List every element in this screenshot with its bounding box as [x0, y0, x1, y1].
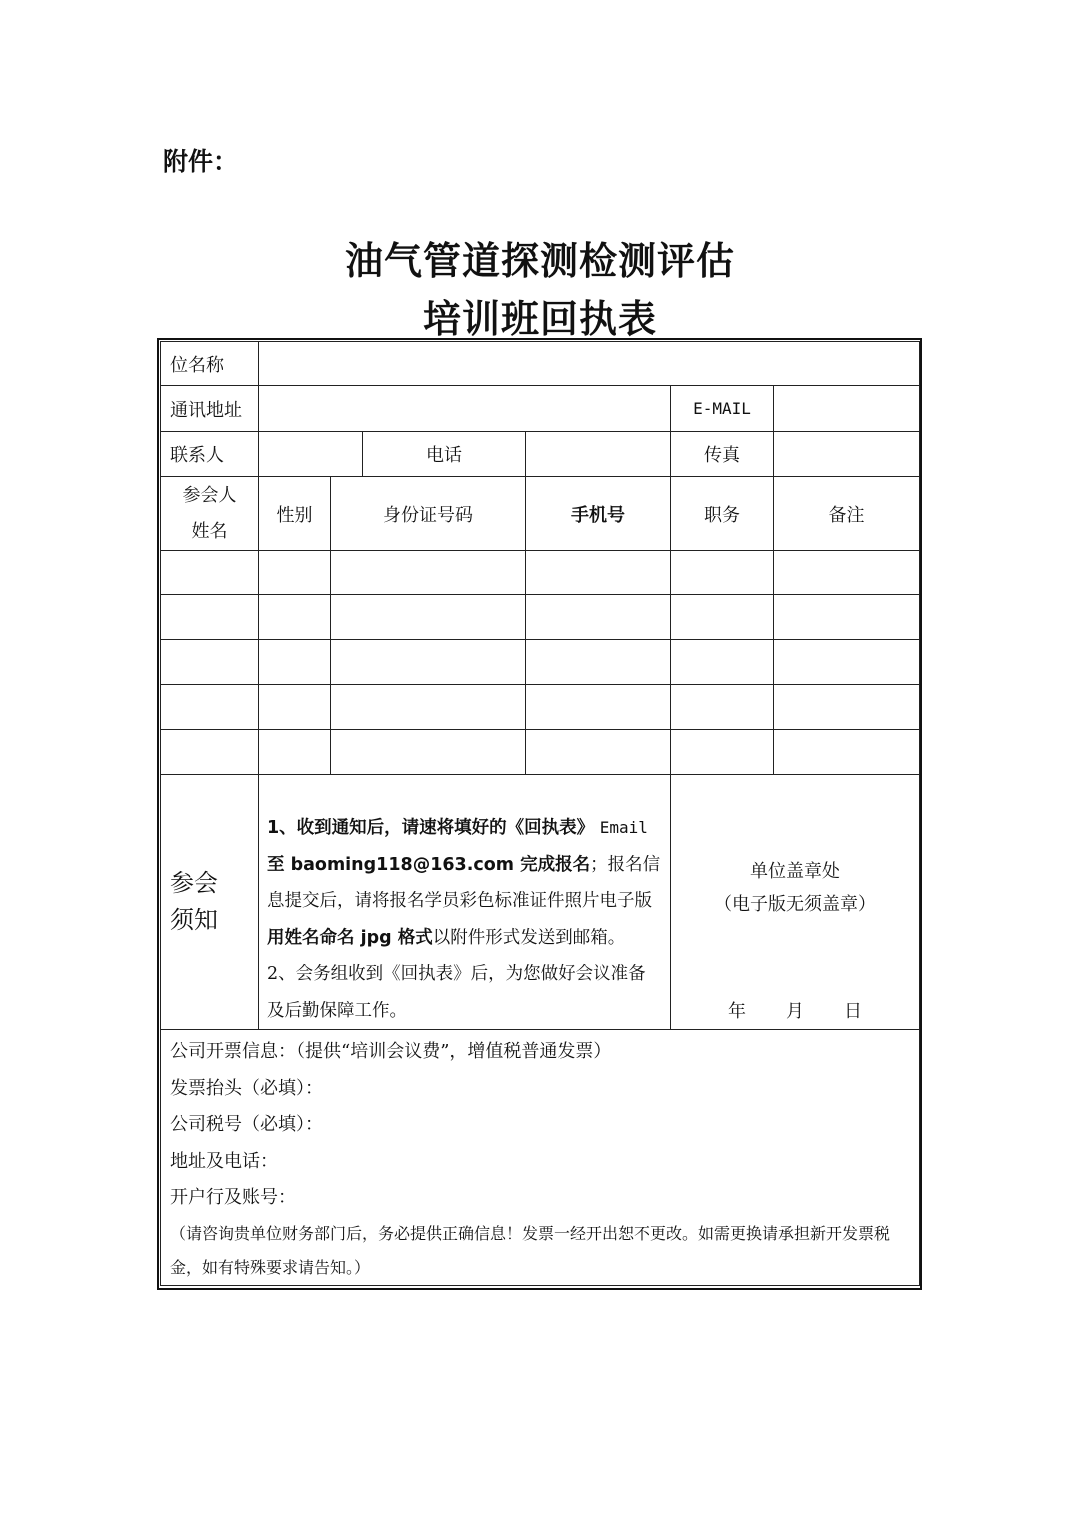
unit-name-label: 位名称 — [161, 342, 259, 386]
gender-cell[interactable] — [259, 685, 331, 730]
invoice-tax-field[interactable]: 公司税号（必填）： — [170, 1114, 323, 1135]
notice-bold-b: 至 baoming118@163.com 完成报名 — [267, 854, 591, 875]
id-number-cell[interactable] — [331, 685, 526, 730]
day-label: 日 — [844, 1001, 863, 1022]
mobile-cell[interactable] — [526, 640, 671, 685]
position-cell[interactable] — [671, 730, 774, 775]
notice-bold-c: 用姓名命名 jpg 格式 — [267, 927, 433, 948]
participant-name-cell[interactable] — [161, 730, 259, 775]
participant-row — [161, 640, 920, 685]
participant-name-cell[interactable] — [161, 640, 259, 685]
participant-name-cell[interactable] — [161, 685, 259, 730]
position-cell[interactable] — [671, 595, 774, 640]
mobile-cell[interactable] — [526, 685, 671, 730]
id-number-cell[interactable] — [331, 640, 526, 685]
fax-field[interactable] — [774, 432, 920, 477]
fax-label: 传真 — [671, 432, 774, 477]
notice-normal: ；报名信息提交后，请将报名学员彩色标准证件照片电子版 — [267, 854, 661, 911]
email-field[interactable] — [774, 386, 920, 432]
gender-cell[interactable] — [259, 551, 331, 595]
year-label: 年 — [728, 1001, 747, 1022]
stamp-line1: 单位盖章处 — [750, 861, 841, 882]
participant-name-cell[interactable] — [161, 551, 259, 595]
participant-name-cell[interactable] — [161, 595, 259, 640]
id-number-cell[interactable] — [331, 730, 526, 775]
remarks-cell[interactable] — [774, 551, 920, 595]
remarks-header: 备注 — [774, 477, 920, 551]
phone-label: 电话 — [363, 432, 526, 477]
stamp-area — [671, 775, 920, 1030]
remarks-cell[interactable] — [774, 730, 920, 775]
date-line — [671, 997, 919, 1027]
position-cell[interactable] — [671, 685, 774, 730]
notice-email-word: Email — [599, 818, 648, 837]
notice-label — [161, 775, 259, 1030]
remarks-cell[interactable] — [774, 685, 920, 730]
mobile-cell[interactable] — [526, 551, 671, 595]
notice-item-1 — [267, 810, 662, 956]
gender-cell[interactable] — [259, 640, 331, 685]
notice-end: 以附件形式发送到邮箱。 — [432, 927, 626, 948]
remarks-cell[interactable] — [774, 595, 920, 640]
position-header: 职务 — [671, 477, 774, 551]
position-cell[interactable] — [671, 640, 774, 685]
contact-field[interactable] — [259, 432, 363, 477]
address-label: 通讯地址 — [161, 386, 259, 432]
participant-name-header — [161, 477, 259, 551]
notice-item-2: 2、会务组收到《回执表》后，为您做好会议准备及后勤保障工作。 — [267, 964, 646, 1021]
gender-header: 性别 — [259, 477, 331, 551]
participant-row — [161, 730, 920, 775]
registration-form-table — [160, 341, 920, 1286]
form-title-line2: 培训班回执表 — [422, 297, 657, 341]
phone-field[interactable] — [526, 432, 671, 477]
invoice-bank-field[interactable]: 开户行及账号： — [170, 1187, 296, 1208]
mobile-cell[interactable] — [526, 595, 671, 640]
gender-cell[interactable] — [259, 595, 331, 640]
stamp-line2: （电子版无须盖章） — [714, 894, 877, 915]
notice-label-line1: 参会 — [170, 869, 218, 897]
notice-text — [259, 775, 671, 1030]
notice-bold-a: 1、收到通知后，请速将填好的《回执表》 — [267, 818, 595, 838]
invoice-address-field[interactable]: 地址及电话： — [170, 1150, 278, 1172]
id-number-header: 身份证号码 — [331, 477, 526, 551]
gender-cell[interactable] — [259, 730, 331, 775]
id-number-cell[interactable] — [331, 551, 526, 595]
mobile-cell[interactable] — [526, 730, 671, 775]
participant-row — [161, 685, 920, 730]
invoice-heading: 公司开票信息：（提供“培训会议费”，增值税普通发票） — [170, 1041, 612, 1062]
contact-label: 联系人 — [161, 432, 259, 477]
remarks-cell[interactable] — [774, 640, 920, 685]
participant-row — [161, 595, 920, 640]
participant-name-header-line2: 姓名 — [191, 520, 228, 542]
month-label: 月 — [786, 1001, 805, 1022]
id-number-cell[interactable] — [331, 595, 526, 640]
invoice-title-field[interactable]: 发票抬头（必填）： — [170, 1077, 323, 1099]
form-title-line1: 油气管道探测检测评估 — [344, 239, 735, 283]
unit-name-field[interactable] — [259, 342, 920, 386]
mobile-header: 手机号 — [526, 477, 671, 551]
participant-name-header-line1: 参会人 — [182, 484, 237, 506]
address-field[interactable] — [259, 386, 671, 432]
invoice-note: （请咨询贵单位财务部门后，务必提供正确信息！发票一经开出恕不更改。如需更换请承担新开发票税金，如有特殊要求请告知。） — [170, 1223, 891, 1277]
position-cell[interactable] — [671, 551, 774, 595]
invoice-section — [161, 1030, 920, 1286]
email-label: E-MAIL — [671, 386, 774, 432]
notice-label-line2: 须知 — [170, 906, 218, 934]
attachment-label: 附件： — [163, 147, 239, 176]
participant-row — [161, 551, 920, 595]
